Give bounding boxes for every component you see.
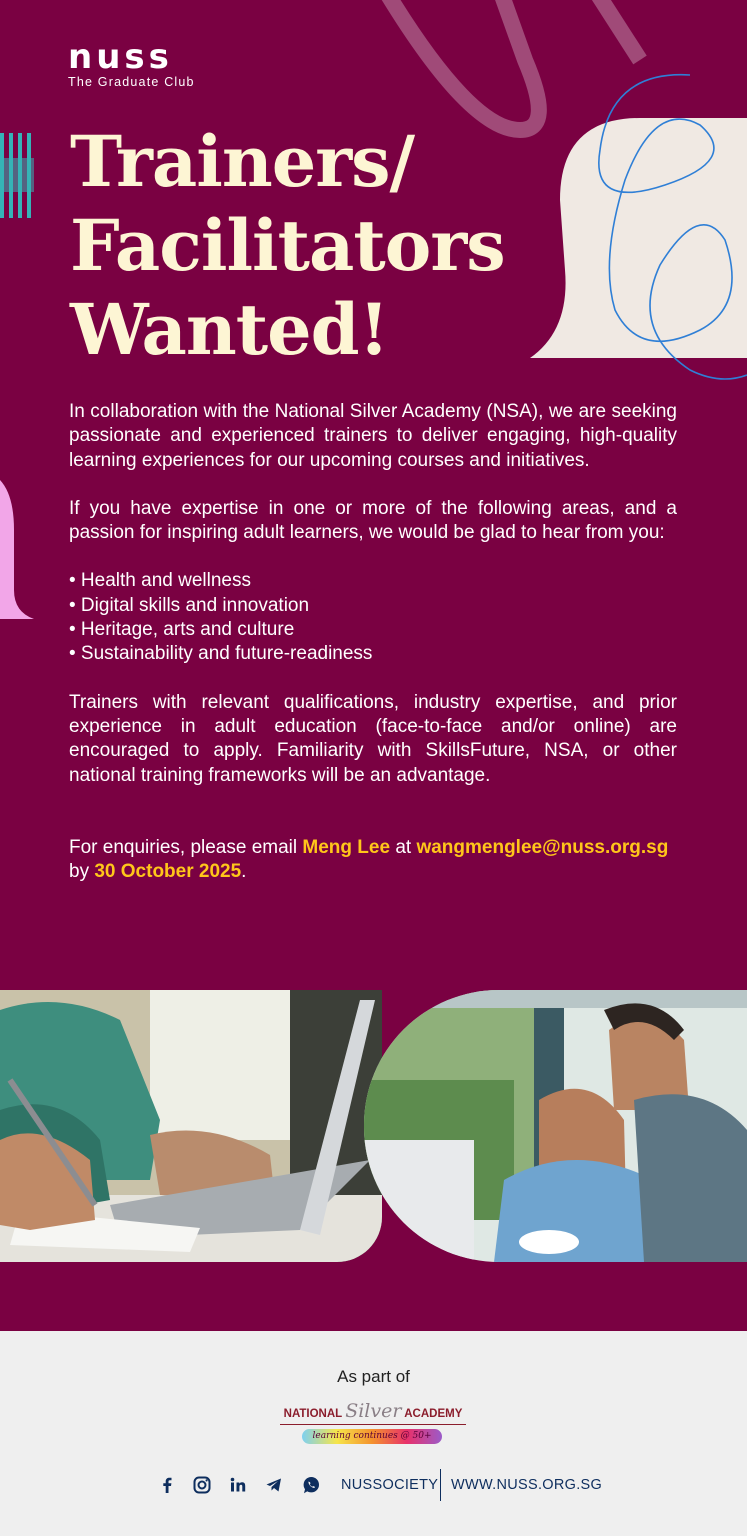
photo-mentoring: [364, 990, 747, 1262]
nsa-tagline-badge: learning continues @ 50+: [302, 1429, 442, 1444]
whatsapp-icon[interactable]: [301, 1475, 321, 1495]
national-silver-academy-logo: [280, 1389, 466, 1449]
deadline-date: 30 October 2025: [94, 861, 242, 883]
list-item: • Health and wellness: [69, 570, 251, 592]
contact-paragraph: [69, 836, 677, 885]
top-loop-shape: [385, 0, 539, 130]
list-item: • Sustainability and future-readiness: [69, 643, 373, 665]
instagram-icon[interactable]: [192, 1475, 212, 1495]
expertise-list: [69, 569, 677, 666]
nsa-name: [280, 1400, 466, 1422]
facebook-icon[interactable]: [157, 1475, 177, 1495]
website-link[interactable]: WWW.NUSS.ORG.SG: [451, 1477, 603, 1493]
contact-name: Meng Lee: [302, 836, 391, 858]
nsa-divider: [280, 1424, 466, 1425]
contact-lead: For enquiries, please email: [69, 836, 298, 858]
headline-line: Trainers/: [70, 120, 415, 203]
contact-at: at: [395, 836, 412, 858]
headline-line: Facilitators: [70, 204, 505, 287]
nsa-name-left: NATIONAL: [283, 1408, 342, 1420]
prompt-paragraph: If you have expertise in one or more of the following areas, and a passion for inspiring adult learners, we would be glad to hear from you:: [69, 497, 677, 544]
social-handle[interactable]: NUSSOCIETY: [341, 1477, 439, 1493]
footer: [0, 1331, 747, 1536]
social-bar: [0, 1469, 747, 1501]
body-copy: [69, 400, 677, 884]
contact-by: by: [69, 861, 90, 883]
footer-divider: [440, 1469, 441, 1501]
intro-paragraph: In collaboration with the National Silver Academy (NSA), we are seeking passionate and experienced trainers to deliver engaging, high-quality learning experiences for our upcoming courses and initiatives.: [69, 401, 677, 471]
nsa-name-right: ACADEMY: [404, 1408, 463, 1420]
nuss-logo: [68, 37, 195, 89]
top-diagonal-stripe: [595, 0, 640, 60]
part-of-label: As part of: [337, 1367, 410, 1386]
page-title: [70, 120, 530, 372]
photo-writing-laptop: [0, 990, 382, 1262]
contact-email-link[interactable]: wangmenglee@nuss.org.sg: [416, 836, 669, 858]
list-item: • Digital skills and innovation: [69, 594, 310, 616]
requirements-paragraph: Trainers with relevant qualifications, industry expertise, and prior experience in adult education (face-to-face and/or online) are encouraged to apply. Familiarity with SkillsFuture, NSA, or other national training frameworks will be an advantage.: [69, 691, 677, 786]
headline-line: Wanted!: [70, 288, 389, 371]
speech-bubble-shape: [530, 118, 747, 358]
logo-subtitle: The Graduate Club: [68, 75, 195, 89]
contact-end: .: [241, 861, 247, 883]
pink-side-shape: [0, 480, 34, 619]
linkedin-icon[interactable]: [228, 1475, 248, 1495]
logo-mark: nuss: [68, 37, 173, 77]
teal-block: [0, 158, 34, 192]
nsa-name-script: Silver: [345, 1400, 402, 1422]
telegram-icon[interactable]: [264, 1475, 284, 1495]
list-item: • Heritage, arts and culture: [69, 619, 295, 641]
